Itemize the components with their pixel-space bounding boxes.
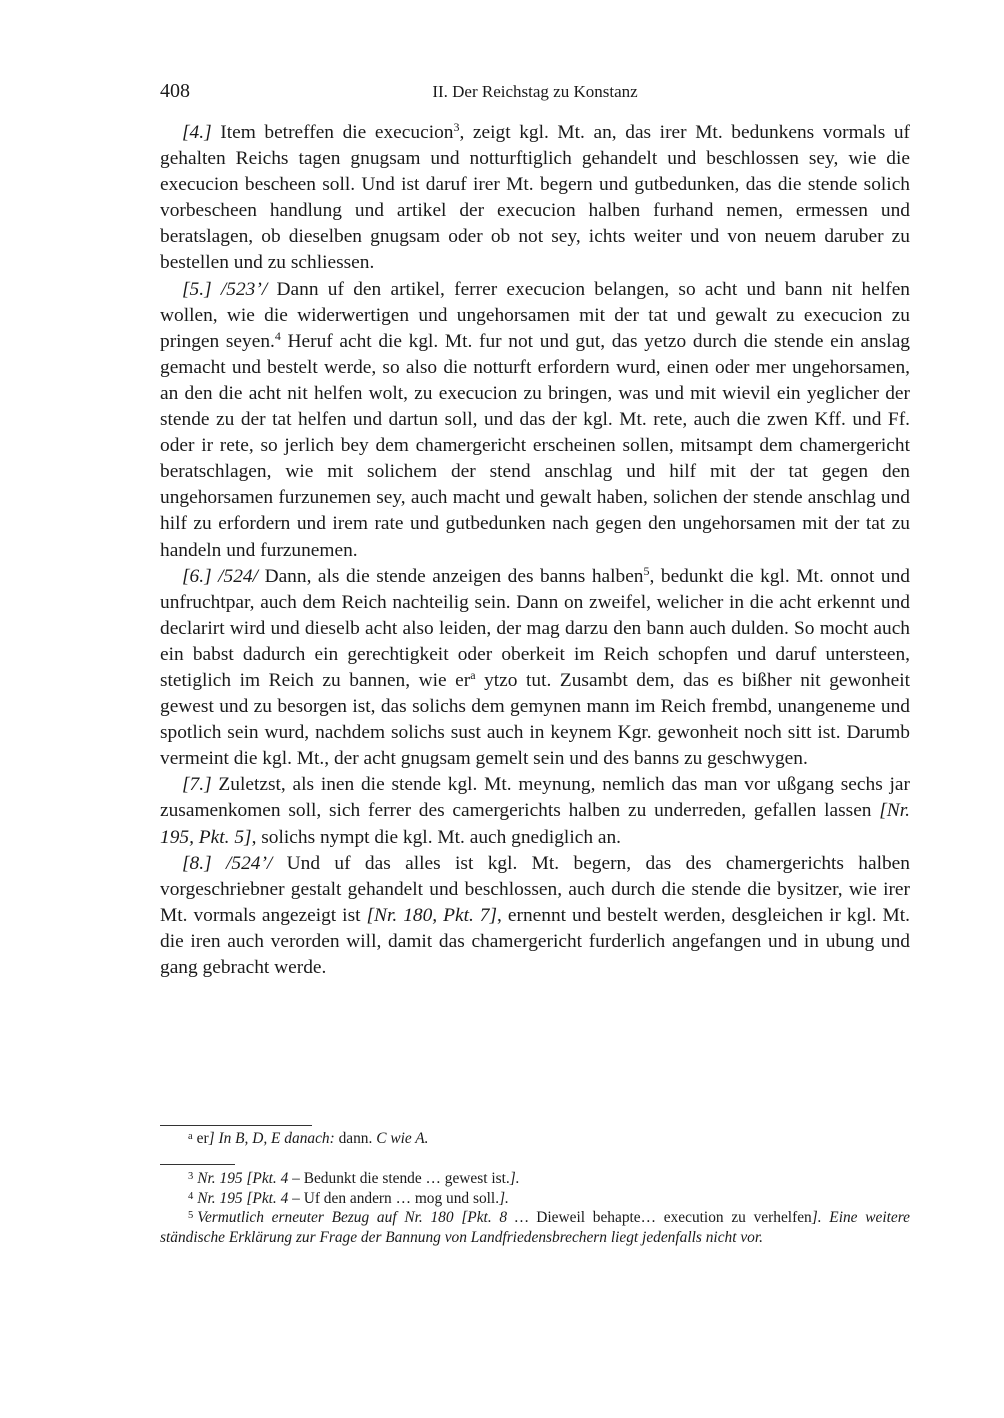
- text-run: Dann, als die stende anzeigen des banns halben: [264, 565, 644, 587]
- italic-text: Nr. 195 [Pkt. 4 –: [197, 1170, 300, 1187]
- italic-text: ].: [509, 1170, 520, 1187]
- paragraph: [160, 772, 910, 850]
- footnote: [160, 1169, 910, 1189]
- footnote-mark: 4: [188, 1190, 194, 1202]
- footnote-rule-numeric: [160, 1164, 235, 1165]
- footnote-mark: 3: [188, 1171, 194, 1182]
- paragraph-marker: [7.]: [182, 774, 212, 796]
- text-run: , bedunkt die kgl. Mt. onnot und unfruchtpar, auch dem Reich nachteilig sein. Dann on zweifel, welicher in die acht erkennt und declarirt wird und dieselb acht also leiden, der mag darzu den bann auch dulden. So mocht auch ein babst dadurch ein gerechtigkeit oder oberkeit im Reich schopfen und daruf untersteen, stetiglich im Reich zu bannen, wie er: [160, 565, 910, 691]
- paragraph-marker: [4.]: [182, 122, 212, 143]
- text-run: Uf den andern … mog und soll.: [299, 1189, 500, 1207]
- paragraph-marker: [5.] /523’/: [182, 278, 268, 300]
- footnote-reference: a: [470, 667, 476, 682]
- text-run: Zuletzst, als inen die stende kgl. Mt. meynung, nemlich das man vor ußgang sechs jar zusamenkomen soll, sich ferrer des camergerichts halben zu underreden, gefallen lassen: [160, 774, 910, 822]
- italic-text: ]. Eine weitere ständische Erklärung zur Frage der Bannung von Landfriedensbrechern liegt jedenfalls nicht vor.: [160, 1209, 910, 1246]
- footnote-reference: 4: [274, 328, 281, 343]
- italic-text: [Nr. 195, Pkt. 5]: [160, 800, 910, 848]
- text-run: Und uf das alles ist kgl. Mt. begern, das des chamergerichts halben vorgeschriebner gestalt gehandelt und beschlossen, auch durch die stende die bysitzer, wie irer Mt. vormals angezeigt ist: [160, 852, 910, 926]
- text-run: dann.: [334, 1130, 377, 1147]
- footnotes-numeric: [160, 1169, 910, 1247]
- running-title: II. Der Reichstag zu Konstanz: [432, 82, 638, 101]
- paragraph: [160, 564, 910, 773]
- paragraph-marker: [6.] /524/: [182, 565, 259, 587]
- footnote-reference: 5: [643, 563, 650, 578]
- italic-text: C wie A.: [376, 1130, 429, 1147]
- text-run: , ernennt und bestelt werden, desgleichen ir kgl. Mt. die iren auch verorden will, damit das chamergericht furderlich angefangen und in ubung und gang gebracht werde.: [160, 904, 910, 978]
- text-run: Item betreffen die execucion: [220, 122, 454, 143]
- text-run: Dieweil behapte… execution zu verhelfen: [528, 1209, 812, 1226]
- footnote: [160, 1189, 910, 1209]
- italic-text: ].: [499, 1189, 509, 1207]
- text-run: , zeigt kgl. Mt. an, das irer Mt. bedunkens vormals uf gehalten Reichs tagen gnugsam und notturftiglich gehandelt und beschlossen sey, wie die execucion bescheen soll. Und ist daruf irer Mt. begern und gutbedunken, das die stende solich vorbescheen handlung und artikel der execucion halben furhand nemen, ermessen und beratslagen, ob dieselben gnugsam oder ob not sey, ichts weiter und von neuem daruber zu bestellen und zu schliessen.: [160, 122, 911, 274]
- main-text: [160, 120, 910, 981]
- italic-text: [Nr. 180, Pkt. 7]: [366, 904, 498, 926]
- footnotes-alpha: [160, 1129, 910, 1149]
- text-run: ytzo tut. Zusambt dem, das es bißher nit gewonheit gewest und zu besorgen ist, das solichs dem gemynen mann im Reich frembd, unangeneme und spotlich sein wurd, nachdem solichs sust auch in keynem Kgr. gewonheit noch sitt ist. Darumb vermeint die kgl. Mt., der acht gnugsam gemelt sein und des banns zu geschwygen.: [160, 669, 910, 770]
- footnote: [160, 1129, 910, 1149]
- footnote-mark: a: [188, 1131, 193, 1142]
- paragraph: [160, 277, 910, 564]
- text-run: er: [196, 1130, 209, 1147]
- italic-text: ] In B, D, E danach:: [208, 1130, 335, 1147]
- text-run: Heruf acht die kgl. Mt. fur not und gut, das yetzo durch die stende ein anslag gemacht und bestelt werde, so also die notturft erfordern wurd, einen oder mer ungehorsamen, an den die acht nit helfen wolt, zu execucion zu bringen, was und mit wievil ein yeglicher der stende zu der tat helfen und dartun soll, und das der kgl. Mt. rete, auch die zwen Kff. und Ff. oder ir rete, so jerlich bey dem chamergericht erscheinen sollen, mitsampt dem chamergericht beratschlagen, wie mit solichem der stend anschlag und hilf mit der tat gegen den ungehorsamen furzunemen sey, auch macht und gewalt haben, solichen der stende anschlag und hilf zu erfordern und irem rate und gutbedunken nach gegen den ungehorsamen mit der tat zu handeln und furzunemen.: [160, 330, 910, 561]
- text-run: Dann uf den artikel, ferrer execucion belangen, so acht und bann nit helfen wollen, wie die widerwertigen und ungehorsamen mit der tat und gewalt zu execucion zu pringen seyen.: [160, 278, 910, 352]
- footnote-rule-alpha: [160, 1125, 312, 1126]
- text-run: , solichs nympt die kgl. Mt. auch gnediglich an.: [251, 826, 622, 848]
- footnote: [160, 1208, 910, 1247]
- text-run: Bedunkt die stende … gewest ist.: [299, 1170, 510, 1187]
- page-header: [160, 80, 910, 108]
- paragraph: [160, 120, 910, 277]
- italic-text: Vermutlich erneuter Bezug auf Nr. 180 [Pkt. 8 …: [197, 1209, 529, 1226]
- footnote-reference: 3: [453, 120, 460, 134]
- paragraph: [160, 851, 910, 981]
- paragraph-marker: [8.] /524’/: [182, 852, 273, 874]
- italic-text: Nr. 195 [Pkt. 4 –: [197, 1189, 300, 1207]
- footnote-mark: 5: [188, 1210, 194, 1221]
- page-number: 408: [160, 80, 190, 102]
